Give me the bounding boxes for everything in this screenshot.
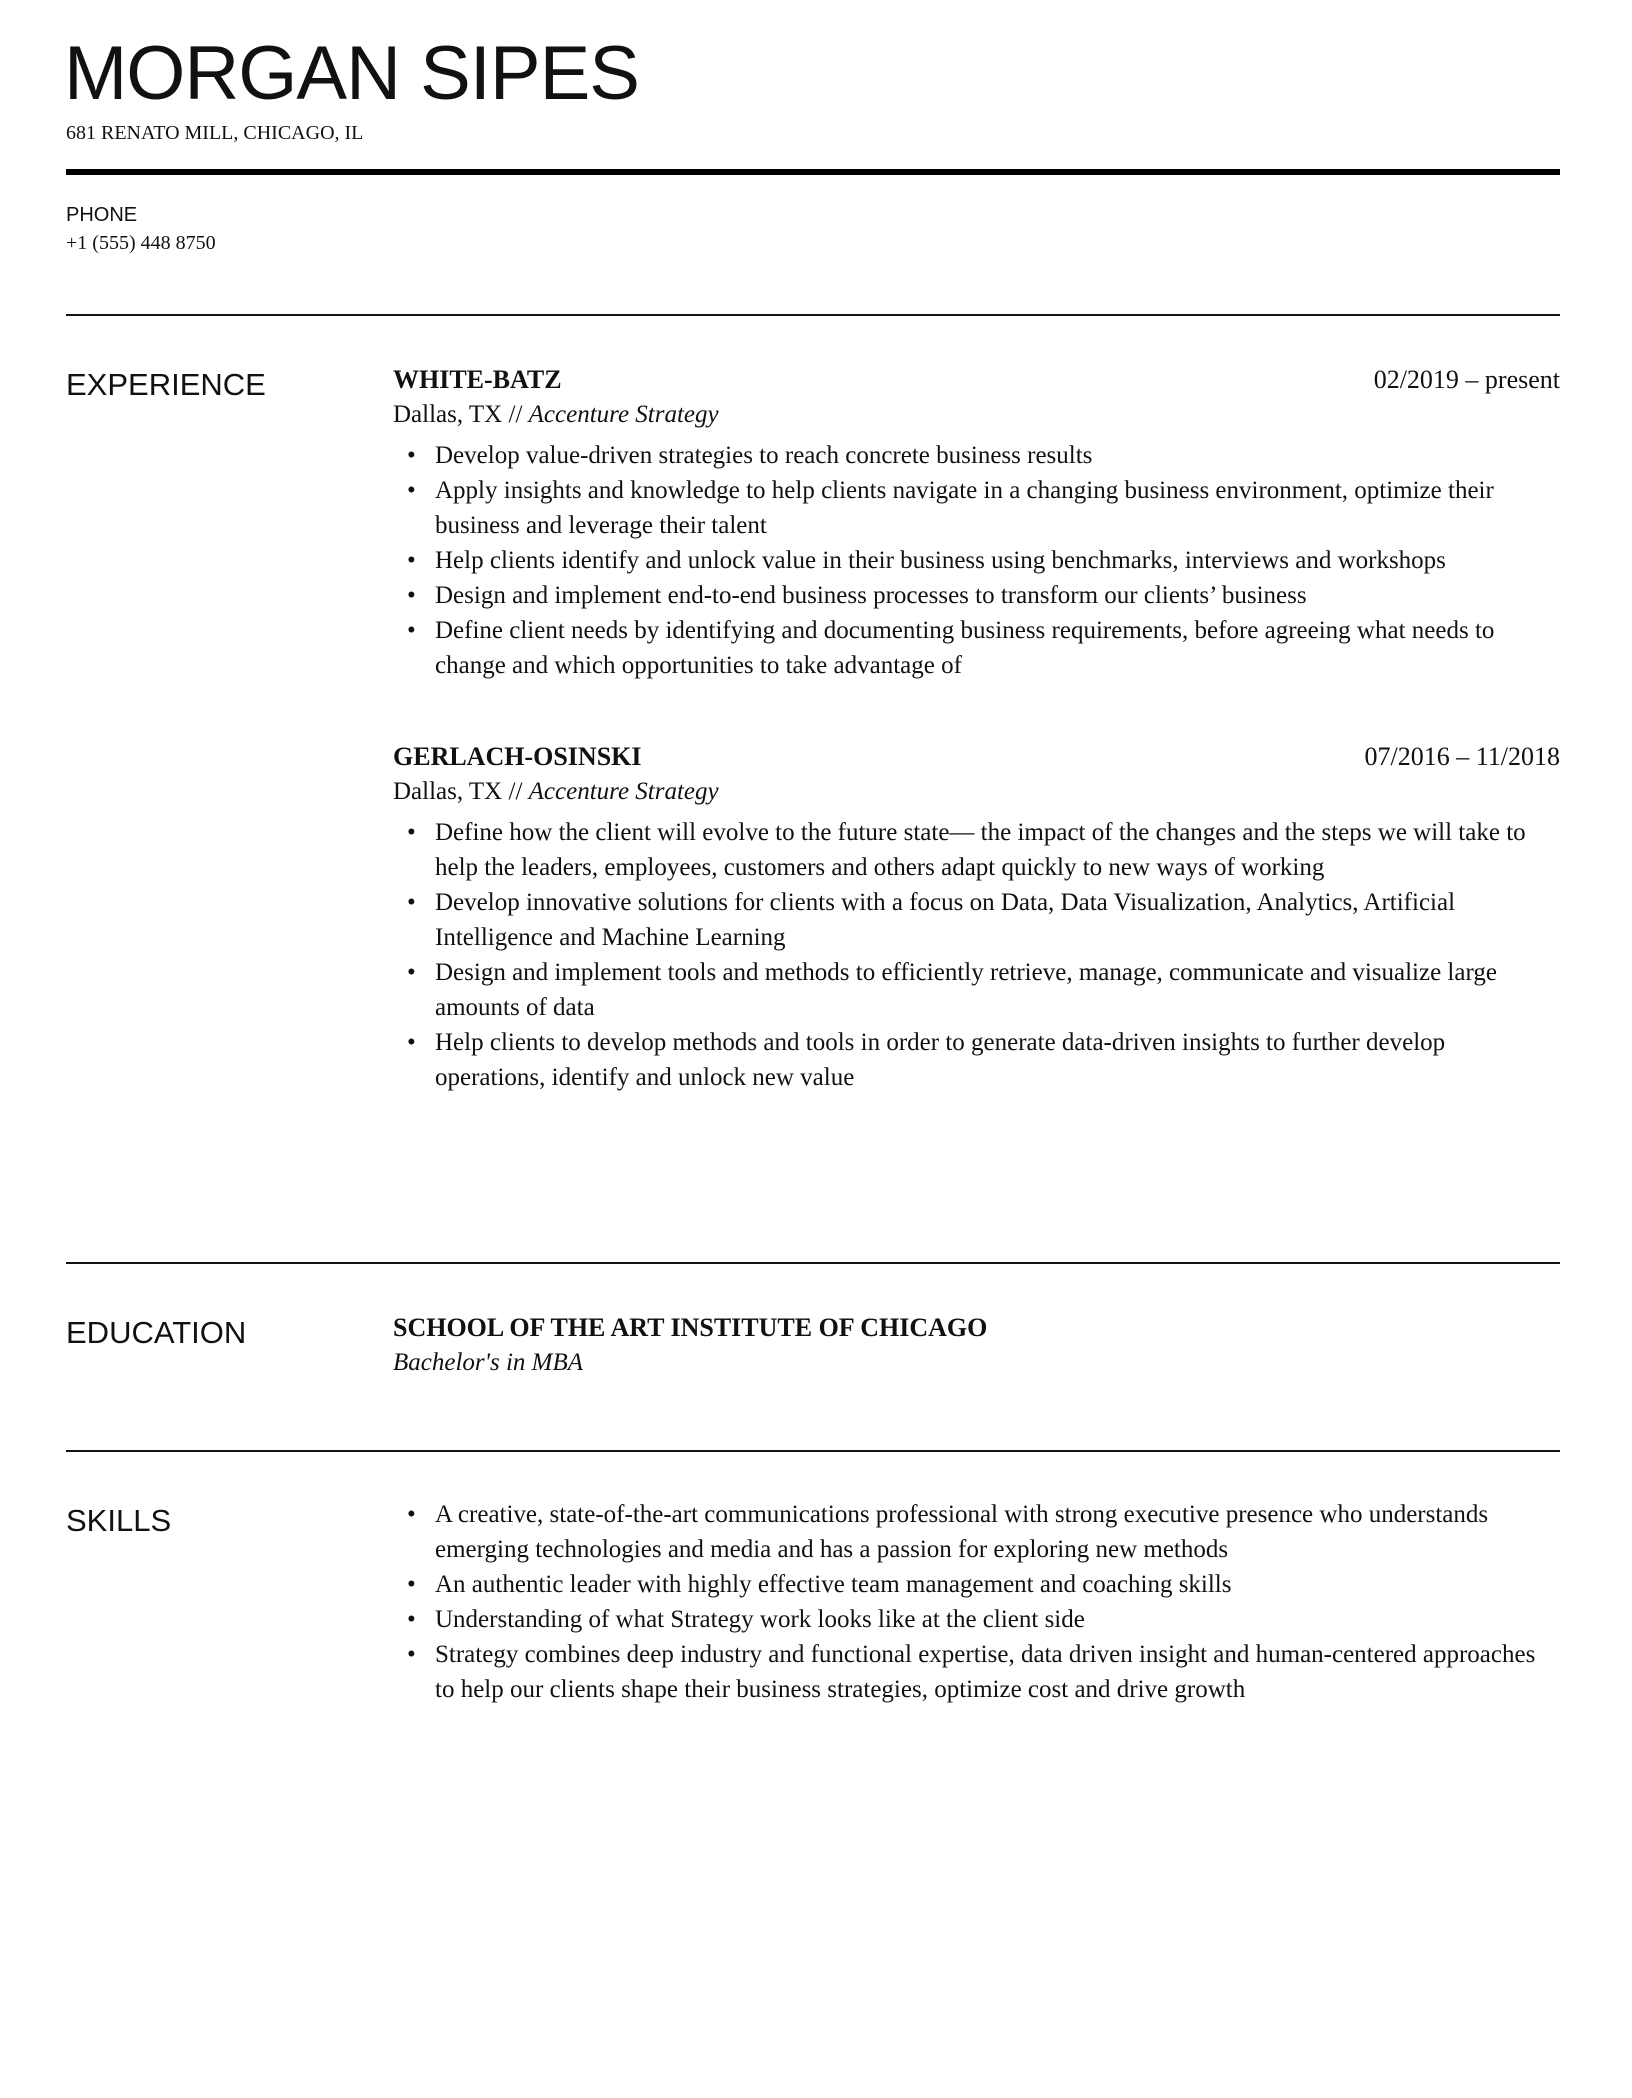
divider: [66, 1450, 1560, 1452]
header-divider: [66, 169, 1560, 175]
skill-item: • An authentic leader with highly effective team management and coaching skills: [393, 1567, 1560, 1602]
skill-item: • Strategy combines deep industry and functional expertise, data driven insight and human-centered approaches to help our clients shape their business strategies, optimize cost and drive growth: [393, 1637, 1560, 1707]
skills-list: [393, 1497, 1560, 1707]
school: SCHOOL OF THE ART INSTITUTE OF CHICAGO: [393, 1313, 988, 1342]
bullet: • Design and implement end-to-end business processes to transform our clients’ business: [393, 578, 1560, 613]
bullet: • Help clients to develop methods and tools in order to generate data-driven insights to further develop operations, identify and unlock new value: [393, 1025, 1560, 1095]
bullet: • Apply insights and knowledge to help clients navigate in a changing business environment, optimize their business and leverage their talent: [393, 473, 1560, 543]
section-title-skills: SKILLS: [66, 1503, 172, 1538]
skill-item: • A creative, state-of-the-art communications professional with strong executive presence who understands emerging technologies and media and has a passion for exploring new methods: [393, 1497, 1560, 1567]
job-entry: [393, 739, 1560, 1095]
bullet: • Define client needs by identifying and documenting business requirements, before agreeing what needs to change and which opportunities to take advantage of: [393, 613, 1560, 683]
skill-item: • Understanding of what Strategy work looks like at the client side: [393, 1602, 1560, 1637]
bullet: • Define how the client will evolve to the future state— the impact of the changes and the steps we will take to help the leaders, employees, customers and others adapt quickly to new ways of working: [393, 815, 1560, 885]
section-title-experience: EXPERIENCE: [66, 367, 266, 402]
location: Dallas, TX: [393, 401, 503, 428]
role: Accenture Strategy: [528, 778, 719, 805]
bullet: • Develop innovative solutions for clients with a focus on Data, Data Visualization, Analytics, Artificial Intelligence and Machine Learning: [393, 885, 1560, 955]
candidate-name: MORGAN SIPES: [64, 31, 639, 116]
dates: 02/2019 – present: [1373, 365, 1560, 394]
separator: //: [502, 778, 529, 805]
education-entry: [393, 1310, 1560, 1380]
bullet: • Design and implement tools and methods to efficiently retrieve, manage, communicate and visualize large amounts of data: [393, 955, 1560, 1025]
experience-list: [393, 362, 1560, 1095]
dates: 07/2016 – 11/2018: [1364, 742, 1560, 771]
company: GERLACH-OSINSKI: [393, 742, 642, 771]
section-title-education: EDUCATION: [66, 1315, 247, 1350]
company: WHITE-BATZ: [393, 365, 562, 394]
phone-label: PHONE: [66, 204, 138, 226]
divider: [66, 314, 1560, 316]
phone-value: +1 (555) 448 8750: [66, 232, 216, 254]
separator: //: [502, 401, 529, 428]
address: 681 RENATO MILL, CHICAGO, IL: [66, 122, 364, 144]
role: Accenture Strategy: [528, 401, 719, 428]
location: Dallas, TX: [393, 778, 503, 805]
bullet: • Help clients identify and unlock value in their business using benchmarks, interviews and workshops: [393, 543, 1560, 578]
job-entry: [393, 362, 1560, 683]
bullet: • Develop value-driven strategies to reach concrete business results: [393, 438, 1560, 473]
degree: Bachelor's in MBA: [393, 1349, 584, 1376]
divider: [66, 1262, 1560, 1264]
